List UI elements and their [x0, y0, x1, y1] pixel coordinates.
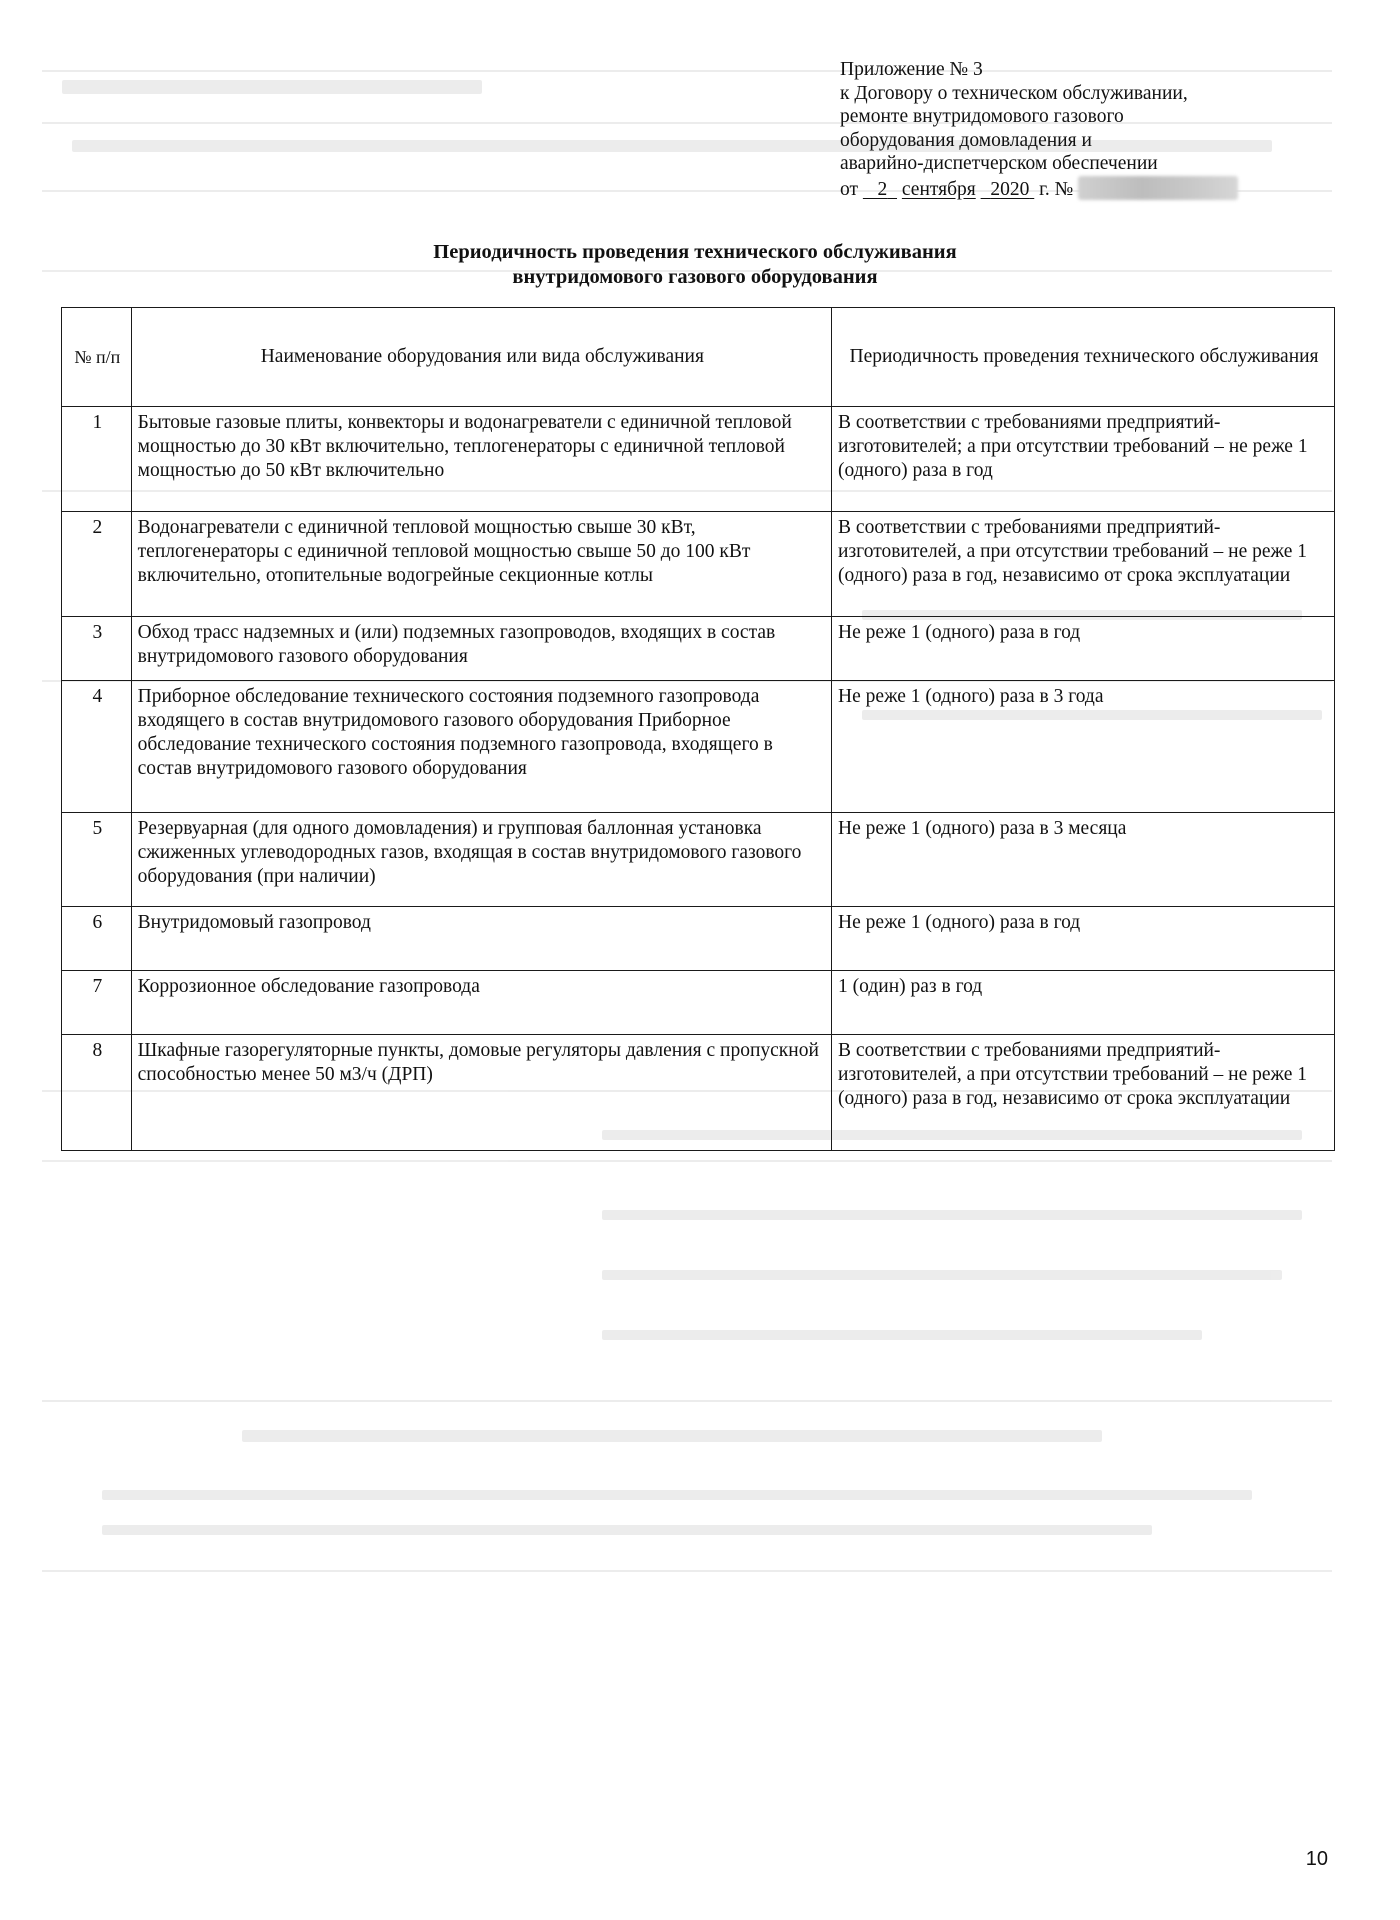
appendix-header [840, 58, 1310, 201]
row-period: В соответствии с требованиями предприятий-изготовителей; а при отсутствии требований – не реже 1 (одного) раза в год [832, 407, 1335, 512]
date-month: сентября [901, 178, 976, 200]
row-name: Шкафные газорегуляторные пункты, домовые регуляторы давления с пропускной способностью менее 50 м3/ч (ДРП) [131, 1035, 831, 1151]
appendix-line: ремонте внутридомового газового [840, 106, 1124, 127]
table-row [62, 407, 1335, 512]
row-num: 2 [62, 512, 132, 617]
row-period: 1 (один) раз в год [832, 971, 1335, 1035]
row-period: В соответствии с требованиями предприятий-изготовителей, а при отсутствии требований – не реже 1 (одного) раза в год, независимо от срока эксплуатации [832, 512, 1335, 617]
row-name: Внутридомовый газопровод [131, 907, 831, 971]
title-line: внутридомового газового оборудования [512, 266, 878, 288]
row-num: 8 [62, 1035, 132, 1151]
redacted-contract-number [1078, 176, 1238, 200]
row-period: Не реже 1 (одного) раза в год [832, 617, 1335, 681]
date-year: 2020 [990, 178, 1030, 200]
table-row [62, 512, 1335, 617]
row-name: Бытовые газовые плиты, конвекторы и водонагреватели с единичной тепловой мощностью до 30 кВт включительно, теплогенераторы с единичной тепловой мощностью до 50 кВт включительно [131, 407, 831, 512]
row-name: Приборное обследование технического состояния подземного газопровода входящего в состав внутридомового газового оборудования Приборное обследование технического состояния подземного газопровода, входящего в состав внутридомового газового оборудования [131, 681, 831, 813]
appendix-line: оборудования домовладения и [840, 129, 1092, 151]
row-num: 6 [62, 907, 132, 971]
row-num: 1 [62, 407, 132, 512]
table-row [62, 971, 1335, 1035]
row-name: Обход трасс надземных и (или) подземных газопроводов, входящих в состав внутридомового газового оборудования [131, 617, 831, 681]
table-row [62, 1035, 1335, 1151]
date-prefix: от [840, 178, 859, 200]
header-num: № п/п [62, 308, 132, 407]
appendix-line: к Договору о техническом обслуживании, [840, 82, 1188, 104]
row-num: 5 [62, 813, 132, 907]
appendix-date-line [840, 176, 1310, 202]
row-name: Водонагреватели с единичной тепловой мощностью свыше 30 кВт, теплогенераторы с единичной тепловой мощностью свыше 50 до 100 кВт включительно, отопительные водогрейные секционные котлы [131, 512, 831, 617]
appendix-line: Приложение № 3 [840, 59, 983, 80]
page-number: 10 [1305, 1848, 1328, 1870]
row-period: Не реже 1 (одного) раза в 3 месяца [832, 813, 1335, 907]
row-num: 3 [62, 617, 132, 681]
row-period: В соответствии с требованиями предприятий-изготовителей, а при отсутствии требований – не реже 1 (одного) раза в год, независимо от срока эксплуатации [832, 1035, 1335, 1151]
table-row [62, 813, 1335, 907]
document-title [60, 240, 1330, 290]
row-name: Коррозионное обследование газопровода [131, 971, 831, 1035]
row-period: Не реже 1 (одного) раза в 3 года [832, 681, 1335, 813]
appendix-line: аварийно-диспетчерском обеспечении [840, 153, 1158, 174]
header-name: Наименование оборудования или вида обслуживания [131, 308, 831, 407]
row-num: 7 [62, 971, 132, 1035]
table-header-row [62, 308, 1335, 407]
table-row [62, 617, 1335, 681]
row-period: Не реже 1 (одного) раза в год [832, 907, 1335, 971]
row-num: 4 [62, 681, 132, 813]
title-line: Периодичность проведения технического обслуживания [433, 241, 957, 263]
table-row [62, 681, 1335, 813]
header-period: Периодичность проведения технического обслуживания [832, 308, 1335, 407]
table-row [62, 907, 1335, 971]
date-day: 2 [877, 178, 888, 200]
row-name: Резервуарная (для одного домовладения) и групповая баллонная установка сжиженных углеводородных газов, входящая в состав внутридомового газового оборудования (при наличии) [131, 813, 831, 907]
maintenance-schedule-table [61, 307, 1335, 1151]
number-label: г. № [1039, 178, 1074, 200]
